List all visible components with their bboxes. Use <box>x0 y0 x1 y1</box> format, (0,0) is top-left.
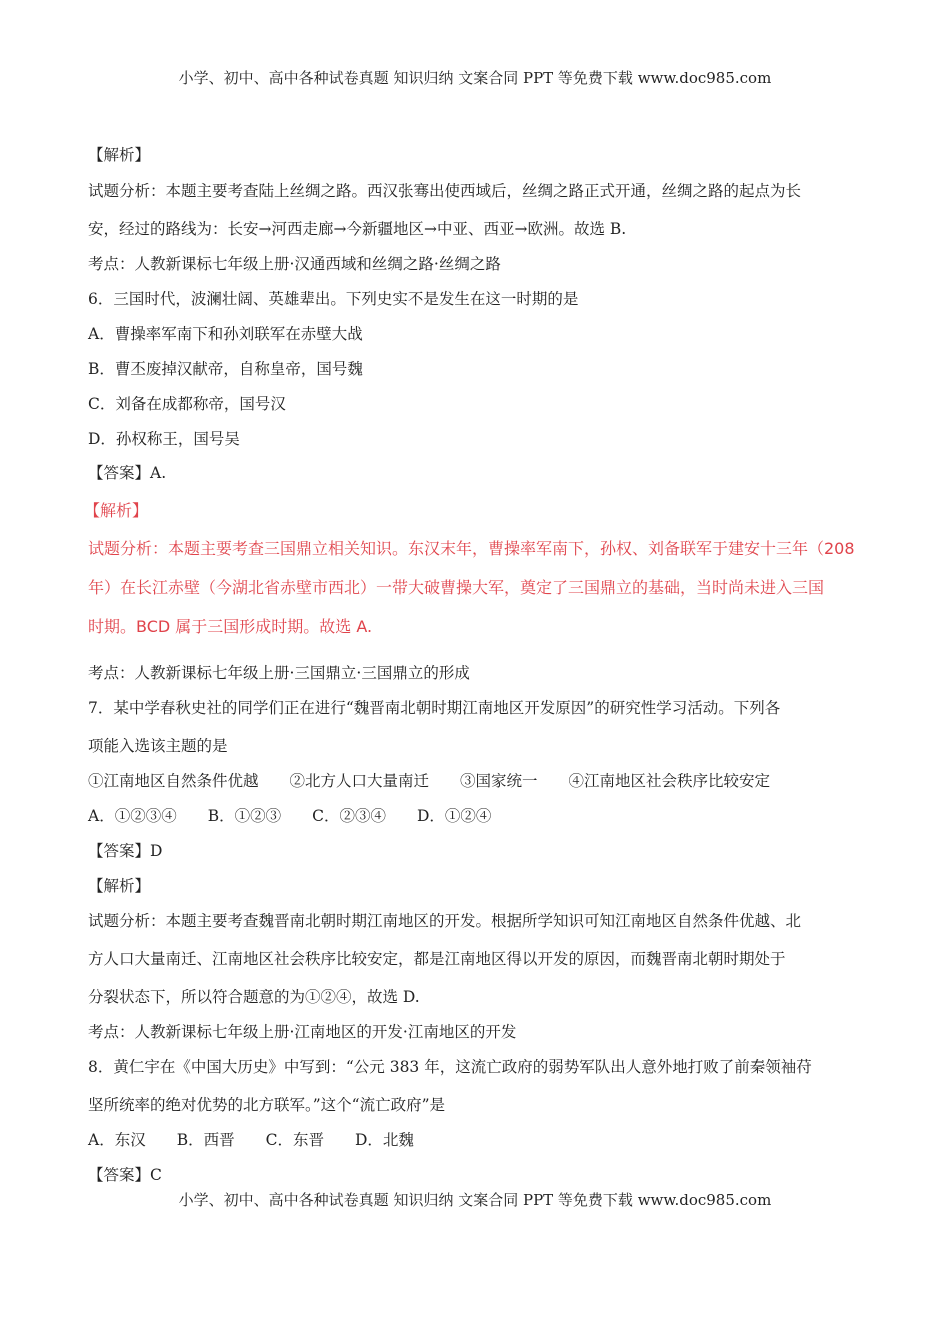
text-line: 【解析】 <box>88 146 151 164</box>
text-line: 安，经过的路线为：长安→河西走廊→今新疆地区→中亚、西亚→欧洲。故选 B. <box>88 220 627 238</box>
text-line: 试题分析：本题主要考查陆上丝绸之路。西汉张骞出使西域后，丝绸之路正式开通，丝绸之路的起点为长 <box>88 182 802 200</box>
text-line: 【答案】D <box>88 842 163 860</box>
text-line: 7．某中学春秋史社的同学们正在进行“魏晋南北朝时期江南地区开发原因”的研究性学习活动。下列各 <box>88 699 781 717</box>
text-line: 【解析】 <box>84 501 149 520</box>
text-line: 方人口大量南迁、江南地区社会秩序比较安定，都是江南地区得以开发的原因，而魏晋南北朝时期处于 <box>88 950 786 968</box>
text-line: C．刘备在成都称帝，国号汉 <box>88 395 286 413</box>
page-footer: 小学、初中、高中各种试卷真题 知识归纳 文案合同 PPT 等免费下载 www.doc985.com <box>178 1191 772 1209</box>
text-line: 试题分析：本题主要考查三国鼎立相关知识。东汉末年，曹操率军南下，孙权、刘备联军于建安十三年（208 <box>88 539 855 558</box>
text-line: 坚所统率的绝对优势的北方联军。”这个“流亡政府”是 <box>88 1096 446 1114</box>
text-line: 分裂状态下，所以符合题意的为①②④，故选 D. <box>88 988 420 1006</box>
text-line: 6．三国时代，波澜壮阔、英雄辈出。下列史实不是发生在这一时期的是 <box>88 290 579 308</box>
text-line: 考点：人教新课标七年级上册·三国鼎立·三国鼎立的形成 <box>88 664 470 682</box>
text-line: 8．黄仁宇在《中国大历史》中写到：“公元 383 年，这流亡政府的弱势军队出人意外地打败了前秦领袖苻 <box>88 1058 812 1076</box>
text-line: D．孙权称王，国号吴 <box>88 430 240 448</box>
text-line: B．曹丕废掉汉献帝，自称皇帝，国号魏 <box>88 360 363 378</box>
text-line: 年）在长江赤壁（今湖北省赤壁市西北）一带大破曹操大军，奠定了三国鼎立的基础，当时尚未进入三国 <box>88 578 825 597</box>
text-line: 【答案】A. <box>88 464 167 482</box>
text-line: 考点：人教新课标七年级上册·汉通西域和丝绸之路·丝绸之路 <box>88 255 501 273</box>
text-line: 时期。BCD 属于三国形成时期。故选 A. <box>88 617 373 636</box>
text-line: A．曹操率军南下和孙刘联军在赤壁大战 <box>88 325 363 343</box>
text-line: 【答案】C <box>88 1166 162 1184</box>
text-line: ①江南地区自然条件优越 ②北方人口大量南迁 ③国家统一 ④江南地区社会秩序比较安定 <box>88 772 771 790</box>
page-header: 小学、初中、高中各种试卷真题 知识归纳 文案合同 PPT 等免费下载 www.doc985.com <box>178 69 772 87</box>
text-line: A．①②③④ B．①②③ C．②③④ D．①②④ <box>88 807 492 825</box>
text-line: A．东汉 B．西晋 C．东晋 D．北魏 <box>88 1131 414 1149</box>
text-line: 项能入选该主题的是 <box>88 737 228 755</box>
text-line: 【解析】 <box>88 877 151 895</box>
text-line: 考点：人教新课标七年级上册·江南地区的开发·江南地区的开发 <box>88 1023 517 1041</box>
text-line: 试题分析：本题主要考查魏晋南北朝时期江南地区的开发。根据所学知识可知江南地区自然条件优越、北 <box>88 912 802 930</box>
